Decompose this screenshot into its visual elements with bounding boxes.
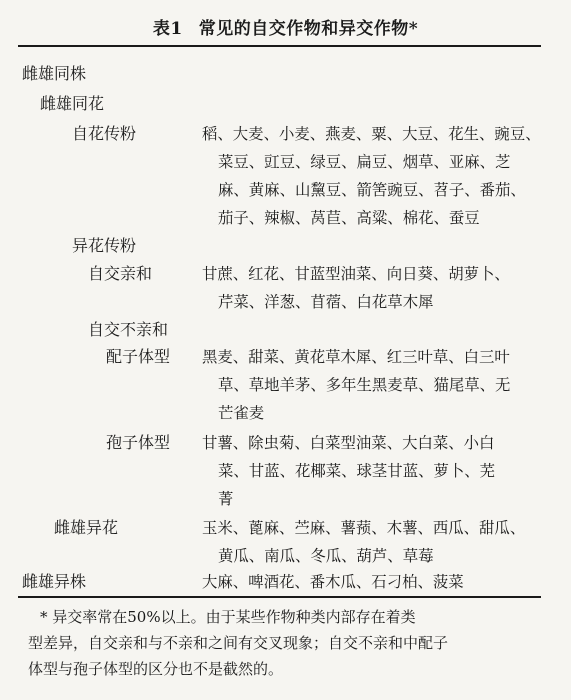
- crop-line: 大麻、啤酒花、番木瓜、石刁柏、菠菜: [202, 573, 464, 591]
- footnote-line: * 异交率常在50%以上。由于某些作物种类内部存在着类: [40, 608, 416, 626]
- crops-self-pollination: [202, 120, 554, 232]
- footnote-line: 体型与孢子体型的区分也不是截然的。: [28, 660, 284, 678]
- footnote-line: 型差异，自交亲和与不亲和之间有交叉现象；自交不亲和中配子: [28, 634, 449, 652]
- crop-line: 菁: [218, 490, 234, 508]
- crops-gametophytic: [202, 343, 554, 427]
- crop-line: 芒雀麦: [218, 404, 265, 422]
- category-gametophytic: 配子体型: [106, 347, 171, 366]
- crops-unisexual-flower: [202, 514, 554, 570]
- crop-line: 草、草地羊茅、多年生黑麦草、猫尾草、无: [218, 376, 511, 394]
- crops-sporophytic: [202, 429, 554, 513]
- crop-line: 玉米、蓖麻、苎麻、薯蓣、木薯、西瓜、甜瓜、: [202, 519, 526, 537]
- category-dioecious: 雌雄异株: [22, 572, 87, 591]
- table-footnote: [28, 604, 555, 682]
- category-bisexual-flower: 雌雄同花: [40, 94, 105, 113]
- crop-line: 芹菜、洋葱、苜蓿、白花草木犀: [218, 293, 434, 311]
- category-self-pollination: 自花传粉: [72, 124, 137, 143]
- table-caption: 常见的自交作物和异交作物*: [198, 19, 419, 39]
- category-self-incompatible: 自交不亲和: [88, 320, 169, 339]
- category-monoecious: 雌雄同株: [22, 64, 87, 83]
- crop-line: 菜豆、豇豆、绿豆、扁豆、烟草、亚麻、芝: [218, 153, 511, 171]
- crop-line: 黑麦、甜菜、黄花草木犀、红三叶草、白三叶: [202, 348, 510, 366]
- crop-line: 菜、甘蓝、花椰菜、球茎甘蓝、萝卜、芜: [218, 462, 496, 480]
- crops-self-compatible: [202, 260, 554, 316]
- crop-line: 茄子、辣椒、莴苣、高粱、棉花、蚕豆: [218, 209, 480, 227]
- crop-line: 稻、大麦、小麦、燕麦、粟、大豆、花生、豌豆、: [202, 125, 541, 143]
- category-self-compatible: 自交亲和: [88, 264, 153, 283]
- table-title: [0, 14, 571, 39]
- category-cross-pollination: 异花传粉: [72, 236, 137, 255]
- crop-line: 黄瓜、南瓜、冬瓜、葫芦、草莓: [218, 547, 434, 565]
- crop-line: 麻、黄麻、山黧豆、箭筈豌豆、苕子、番茄、: [218, 181, 526, 199]
- crops-dioecious: [202, 568, 554, 596]
- category-unisexual-flower: 雌雄异花: [54, 518, 119, 537]
- table-number: 表1: [152, 19, 183, 39]
- category-sporophytic: 孢子体型: [106, 433, 171, 452]
- bottom-rule: [18, 596, 541, 598]
- top-rule: [18, 45, 541, 47]
- crop-line: 甘薯、除虫菊、白菜型油菜、大白菜、小白: [202, 434, 495, 452]
- crop-line: 甘蔗、红花、甘蓝型油菜、向日葵、胡萝卜、: [202, 265, 510, 283]
